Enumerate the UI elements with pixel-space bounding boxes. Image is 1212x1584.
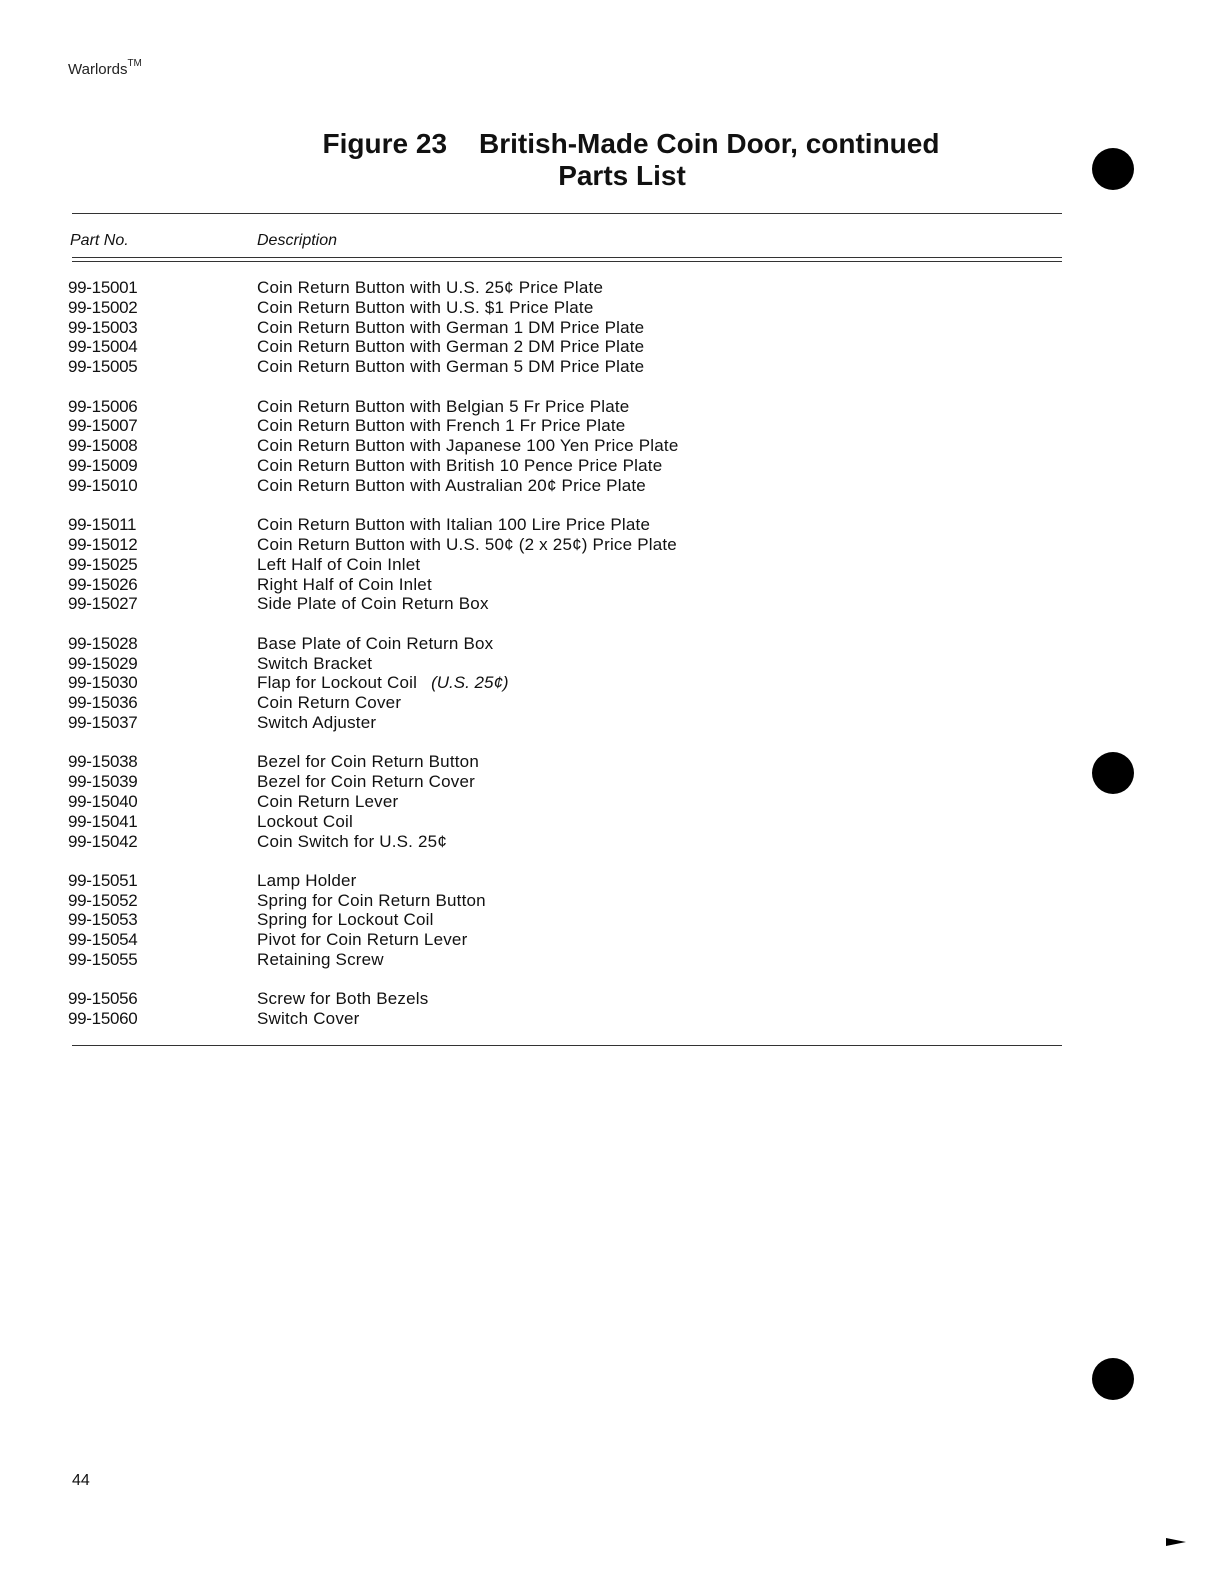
table-row (68, 752, 1058, 772)
table-row (68, 1009, 1058, 1029)
part-description: Pivot for Coin Return Lever (257, 930, 468, 950)
part-number: 99-15041 (68, 811, 138, 831)
part-description: Switch Cover (257, 1009, 360, 1029)
part-description: Coin Return Button with Australian 20¢ Price Plate (257, 475, 646, 495)
figure-title (0, 128, 1212, 192)
parts-group (68, 515, 1058, 614)
part-number: 99-15030 (68, 673, 138, 693)
part-description: Screw for Both Bezels (257, 989, 429, 1009)
table-row (68, 397, 1058, 417)
part-description: Lockout Coil (257, 811, 353, 831)
part-description: Coin Return Button with Belgian 5 Fr Price Plate (257, 396, 630, 416)
part-number: 99-15040 (68, 791, 138, 811)
part-description: Right Half of Coin Inlet (257, 574, 432, 594)
parts-group (68, 397, 1058, 496)
table-row (68, 318, 1058, 338)
table-row (68, 476, 1058, 496)
part-number: 99-15037 (68, 712, 138, 732)
part-description: Coin Switch for U.S. 25¢ (257, 831, 447, 851)
part-description: Flap for Lockout Coil (257, 673, 418, 693)
table-row (68, 832, 1058, 852)
part-description: Coin Return Button with French 1 Fr Price Plate (257, 416, 626, 436)
part-number: 99-15051 (68, 870, 138, 890)
parts-group (68, 989, 1058, 1029)
part-number: 99-15012 (68, 534, 138, 554)
arrow-mark-icon (1166, 1538, 1186, 1546)
part-description: Coin Return Button with U.S. $1 Price Plate (257, 297, 594, 317)
table-row (68, 594, 1058, 614)
parts-table (68, 278, 1058, 1049)
page-number: 44 (72, 1472, 90, 1489)
part-description: Switch Bracket (257, 653, 373, 673)
table-row (68, 871, 1058, 891)
punch-hole-top (1092, 148, 1134, 190)
table-row (68, 357, 1058, 377)
table-row (68, 456, 1058, 476)
part-number: 99-15052 (68, 890, 138, 910)
part-description: Coin Return Cover (257, 693, 402, 713)
bottom-rule (72, 1045, 1062, 1046)
part-description: Base Plate of Coin Return Box (257, 633, 494, 653)
table-row (68, 792, 1058, 812)
part-description: Lamp Holder (257, 870, 357, 890)
part-description: Switch Adjuster (257, 712, 377, 732)
table-row (68, 693, 1058, 713)
part-number: 99-15042 (68, 831, 138, 851)
part-description: Spring for Lockout Coil (257, 910, 434, 930)
part-description: Coin Return Button with German 1 DM Price Plate (257, 317, 645, 337)
table-row (68, 575, 1058, 595)
part-number: 99-15054 (68, 930, 138, 950)
column-header-part-no: Part No. (70, 232, 129, 249)
part-number: 99-15060 (68, 1009, 138, 1029)
part-description: Side Plate of Coin Return Box (257, 594, 489, 614)
part-number: 99-15003 (68, 317, 138, 337)
table-row (68, 673, 1058, 693)
part-description: Retaining Screw (257, 950, 384, 970)
part-number: 99-15038 (68, 752, 138, 772)
part-description: Coin Return Lever (257, 791, 399, 811)
part-number: 99-15053 (68, 910, 138, 930)
table-row (68, 555, 1058, 575)
table-row (68, 772, 1058, 792)
punch-hole-middle (1092, 752, 1134, 794)
table-row (68, 535, 1058, 555)
parts-group (68, 278, 1058, 377)
part-number: 99-15007 (68, 416, 138, 436)
table-row (68, 891, 1058, 911)
figure-caption: British-Made Coin Door, continued (479, 128, 940, 159)
part-description: Coin Return Button with U.S. 50¢ (2 x 25¢) Price Plate (257, 534, 677, 554)
parts-group (68, 871, 1058, 970)
part-number: 99-15055 (68, 950, 138, 970)
table-row (68, 930, 1058, 950)
part-number: 99-15036 (68, 693, 138, 713)
part-number: 99-15010 (68, 475, 138, 495)
table-row (68, 436, 1058, 456)
part-note: (U.S. 25¢) (431, 673, 509, 693)
part-description: Left Half of Coin Inlet (257, 554, 421, 574)
figure-subtitle: Parts List (558, 160, 686, 191)
part-number: 99-15028 (68, 633, 138, 653)
table-row (68, 654, 1058, 674)
part-number: 99-15001 (68, 278, 138, 297)
trademark-mark: TM (127, 58, 142, 69)
part-description: Coin Return Button with U.S. 25¢ Price Plate (257, 278, 604, 297)
running-head (68, 60, 142, 78)
table-row (68, 812, 1058, 832)
part-number: 99-15056 (68, 989, 138, 1009)
table-row (68, 713, 1058, 733)
part-description: Coin Return Button with Japanese 100 Yen Price Plate (257, 436, 679, 456)
part-number: 99-15039 (68, 772, 138, 792)
part-number: 99-15026 (68, 574, 138, 594)
part-description: Bezel for Coin Return Button (257, 752, 479, 772)
parts-group (68, 752, 1058, 851)
part-number: 99-15011 (68, 515, 137, 535)
punch-hole-bottom (1092, 1358, 1134, 1400)
table-row (68, 298, 1058, 318)
table-row (68, 515, 1058, 535)
part-number: 99-15006 (68, 396, 138, 416)
table-row (68, 416, 1058, 436)
running-title: Warlords (68, 61, 128, 78)
table-row (68, 910, 1058, 930)
part-number: 99-15025 (68, 554, 138, 574)
part-description: Coin Return Button with German 5 DM Price Plate (257, 357, 645, 377)
part-number: 99-15008 (68, 436, 138, 456)
part-description: Coin Return Button with German 2 DM Price Plate (257, 337, 645, 357)
column-header-description: Description (257, 232, 338, 249)
table-row (68, 950, 1058, 970)
part-description: Bezel for Coin Return Cover (257, 772, 475, 792)
parts-group (68, 634, 1058, 733)
table-row (68, 634, 1058, 654)
part-description: Coin Return Button with British 10 Pence Price Plate (257, 455, 663, 475)
part-number: 99-15027 (68, 594, 138, 614)
part-number: 99-15004 (68, 337, 138, 357)
table-row (68, 337, 1058, 357)
header-rule (72, 257, 1062, 258)
part-description: Coin Return Button with Italian 100 Lire Price Plate (257, 515, 651, 535)
part-number: 99-15029 (68, 653, 138, 673)
table-row (68, 989, 1058, 1009)
part-number: 99-15005 (68, 357, 138, 377)
figure-number: Figure 23 (322, 128, 448, 159)
part-description: Spring for Coin Return Button (257, 890, 486, 910)
part-number: 99-15009 (68, 455, 138, 475)
top-rule (72, 213, 1062, 214)
table-row (68, 278, 1058, 298)
part-number: 99-15002 (68, 297, 138, 317)
